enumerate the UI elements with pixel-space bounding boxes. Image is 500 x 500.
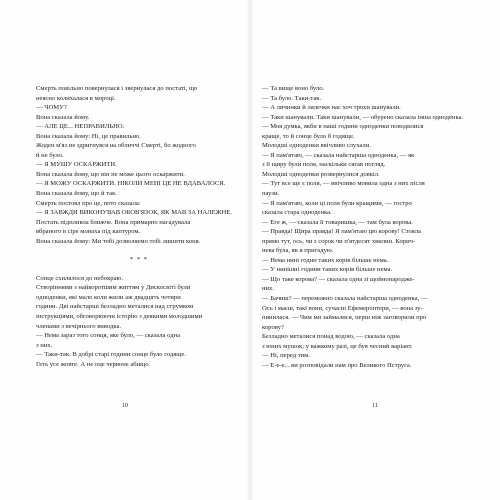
text-line: Вона сказала йому: Ми тобі дозволяємо тобі лишити коня.: [36, 237, 201, 245]
text-line: й не було.: [36, 151, 64, 159]
text-line: Безладно металися понад водою, — сказала одна: [262, 333, 400, 341]
text-line: — Що таке корова? — сказала одна зі щойнонародже-: [262, 275, 415, 283]
text-line: краще, то й сонце було б годяще.: [262, 132, 355, 140]
right-page: [250, 0, 500, 500]
text-line: — Таки-так. В добрі старі години сонце було годяще.: [36, 351, 186, 359]
text-line: Геть усе жовте. А не оце червоне абищо.: [36, 360, 151, 368]
text-line: — Моя думка, якби в наші години одноденки поводилися: [262, 123, 424, 131]
text-line: Вона сказала йому: Ні, це правильно.: [36, 132, 141, 140]
text-line: нева була, як я пригадую.: [262, 247, 334, 255]
right-text-block: [262, 84, 480, 370]
text-line: — Та було. Таки-так.: [262, 94, 322, 102]
text-line: — Нема зараз того сонця, яке було, — сказала одна: [36, 332, 181, 340]
text-line: — Еге ж, — сказала її товаришка, — там була корова.: [262, 218, 413, 226]
text-line: — АЛЕ ЦЕ... НЕПРАВИЛЬНО.: [36, 123, 125, 131]
text-line: — Тут все ще є поля, — ввічливо мовила одна з них після: [262, 180, 425, 188]
text-line: — Я МУШУ ОСКАРЖИТИ.: [36, 161, 117, 169]
text-line: корову?: [262, 323, 284, 331]
text-line: прямо тут, ось, чи з сорок чи п'ятдесят хвилин. Корич-: [262, 237, 416, 245]
text-line: пинилася. — Чим ми займалися, перш ніж заговорили про: [262, 314, 427, 322]
text-line: з них.: [36, 341, 53, 349]
left-text-block-2: [36, 274, 242, 369]
text-line: паузи.: [262, 190, 280, 198]
text-line: години. Дві найстарші безладно металися над струмком: [36, 303, 194, 311]
text-line: з юних мушок; у важкому разі, це був чесний варіант.: [262, 342, 413, 350]
text-line: вбраного в сіре монаха під каптуром.: [36, 228, 141, 236]
text-line: — Я пам'ятаю, коли ці поля були кращими, — гостро: [262, 199, 412, 207]
text-line: — Я ЗАВЖДИ ВИКОНУВАВ ОБОВ'ЯЗОК, ЯК МАВ ЗА НАЛЕЖНЕ.: [36, 209, 232, 217]
text-line: Молодші одноденки розвернулися довкіл.: [262, 170, 380, 178]
text-line: Жоден м'яз не здригнувся на обличчі Смерті, бо жодного: [36, 142, 196, 150]
text-line: Сонце схилялося до небокраю.: [36, 274, 124, 282]
text-line: — У нинішні години таких корів більше нема.: [262, 266, 393, 274]
text-line: Вона сказала йому, що він не може цього оскаржити.: [36, 170, 185, 178]
text-line: — Таки шанували. Таки шанували, — обурено сказала інша одноденка.: [262, 113, 464, 121]
text-line: Ось і маєш, такі вони, сучасні Ефемероптери, — вона зу-: [262, 304, 423, 312]
left-text-block-1: [36, 84, 242, 246]
book-gutter: [246, 0, 254, 500]
text-line: Створіннями з найкоротшим життям у Дискосвіті були: [36, 284, 191, 292]
text-line: неясно колихалася в мороці.: [36, 94, 116, 102]
text-line: Постать підпливла ближче. Вона примарно нагадувала: [36, 218, 191, 226]
page-number-right: 11: [372, 403, 378, 409]
text-line: Смерть повільно повернулася і звернулася до постаті, що: [36, 85, 198, 92]
text-line: одноденки, які мало коли жили аж двадцять чотири: [36, 293, 181, 301]
text-line: Вона сказала йому.: [36, 113, 90, 121]
text-line: членами з вечірнього виводка.: [36, 322, 122, 330]
text-line: — А личинки й лялечки нас хоч трохи шанували.: [262, 104, 401, 112]
text-line: — Ні, перед тим.: [262, 352, 310, 360]
text-line: — Бачиш? — переможно сказала найстарша одноденка, —: [262, 295, 428, 303]
text-line: — Я МОЖУ ОСКАРЖИТИ. НІКОЛИ МЕНІ ЦЕ НЕ ВДАВАЛОСЯ.: [36, 180, 226, 188]
text-line: — Е-е-е... ви розповідали нам про Великого Пструга.: [262, 361, 412, 369]
text-line: них.: [262, 285, 275, 293]
text-line: — Нема нині годин таких корів більше нема.: [262, 256, 389, 264]
text-line: — Та вище воно було.: [262, 85, 325, 92]
text-line: Смерть постоял про це, пото сказала:: [36, 199, 141, 207]
section-separator: * * *: [129, 256, 149, 264]
text-line: — ЧОМУ?: [36, 104, 67, 112]
text-line: сказала стара одноденка.: [262, 209, 332, 217]
text-line: Молодші одноденки ввічливо слухали.: [262, 142, 371, 150]
page-number-left: 10: [122, 403, 128, 409]
text-line: — Я пам'ятаю, — сказала найстарша одноденка, — як: [262, 151, 415, 159]
text-line: Вона сказала йому, що й так.: [36, 190, 117, 198]
text-line: з її щиру були поля, наскільки сягав погляд.: [262, 161, 386, 169]
text-line: — Правда! Щира правда! Я пам'ятаю цю корову! Стояла: [262, 228, 421, 236]
text-line: інструкціями, обговорюючи історію з деякими молодшими: [36, 313, 203, 321]
